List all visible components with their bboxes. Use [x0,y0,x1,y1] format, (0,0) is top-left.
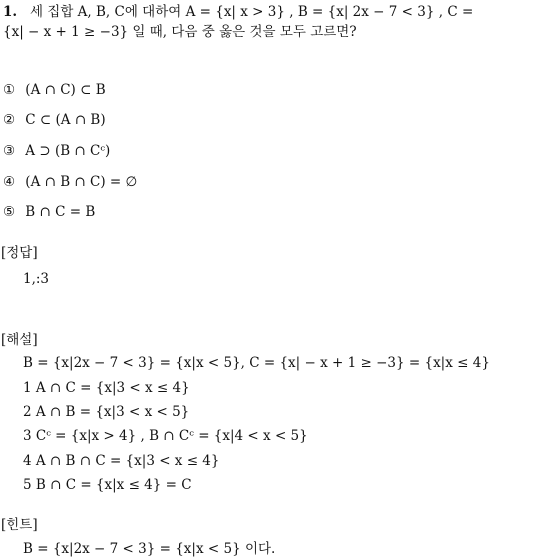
choice-1 [3,80,106,100]
answer-value: 1,:3 [23,271,50,287]
explanation-line: 4 A ∩ B ∩ C = {x|3 < x ≤ 4} [23,453,220,469]
explanation-line: 2 A ∩ B = {x|3 < x < 5} [23,404,190,420]
question-number: 1. [3,4,18,20]
choice-marker: ④ [3,174,16,190]
hint-label: [힌트] [1,517,38,533]
question-text-line1: 세 집합 A, B, C에 대하여 A = {x| x > 3} , B = {x| 2x − 7 < 3} , C = [29,4,474,20]
choice-marker: ② [3,112,16,128]
choice-marker: ① [3,82,16,98]
choice-text: (A ∩ C) ⊂ B [25,82,106,98]
choice-text: B ∩ C = B [25,204,96,220]
explanation-label: [해설] [1,332,38,348]
choice-text: A ⊃ (B ∩ Cᶜ) [25,143,111,159]
choice-text: C ⊂ (A ∩ B) [25,112,106,128]
choice-5 [3,202,95,222]
choice-marker: ⑤ [3,204,16,220]
choice-text: (A ∩ B ∩ C) = ∅ [25,174,138,190]
question-header [3,2,473,22]
explanation-line: B = {x|2x − 7 < 3} = {x|x < 5}, C = {x| − x + 1 ≥ −3} = {x|x ≤ 4} [23,355,490,371]
choice-4 [3,172,137,192]
choice-2 [3,110,106,130]
choice-marker: ③ [3,143,16,159]
explanation-line: 3 Cᶜ = {x|x > 4} , B ∩ Cᶜ = {x|4 < x < 5} [23,428,308,444]
explanation-line: 5 B ∩ C = {x|x ≤ 4} = C [23,477,192,493]
answer-label: [정답] [1,245,38,261]
explanation-line: 1 A ∩ C = {x|3 < x ≤ 4} [23,380,190,396]
choice-3 [3,141,110,161]
hint-text: B = {x|2x − 7 < 3} = {x|x < 5} 이다. [23,541,276,557]
question-text-line2: {x| − x + 1 ≥ −3} 일 때, 다음 중 옳은 것을 모두 고르면? [3,24,357,40]
